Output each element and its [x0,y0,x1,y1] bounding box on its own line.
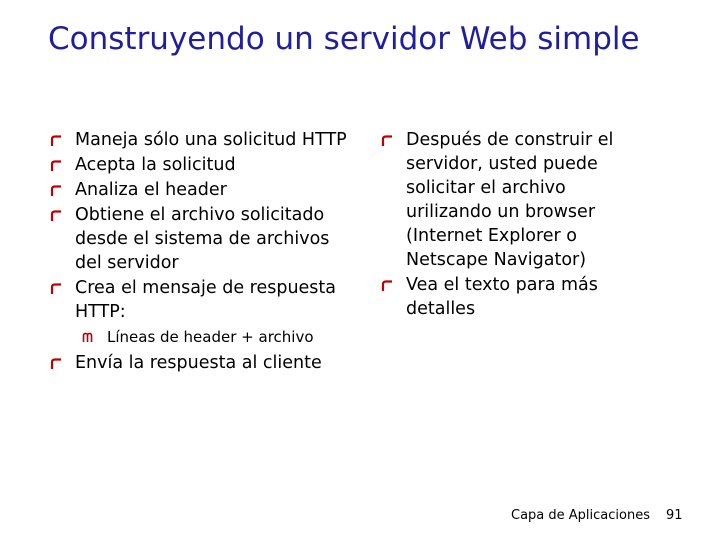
list-item [50,178,360,202]
list-item-text: Después de construir el servidor, usted puede solicitar el archivo urilizando un browser (Internet Explorer o Netscape Navigator) [406,130,614,270]
list-item-text: Acepta la solicitud [75,155,236,175]
left-bullet-list [50,128,360,376]
list-item [50,128,360,152]
sub-bullet-list [50,327,360,347]
list-item-text: Obtiene el archivo solicitado desde el sistema de archivos del servidor [75,205,330,273]
list-item [50,276,360,324]
sub-list-container [50,327,360,347]
list-item-text: Vea el texto para más detalles [406,275,598,319]
list-item-text: Envía la respuesta al cliente [75,353,322,373]
r-bullet-icon [50,135,63,147]
r-bullet-icon [50,283,63,295]
r-bullet-icon [381,135,394,147]
right-bullet-list [381,128,651,322]
page-number: 91 [666,508,683,523]
m-bullet-icon [82,332,93,343]
footer-label: Capa de Aplicaciones [511,508,650,523]
r-bullet-icon [50,358,63,370]
list-item [50,203,360,275]
list-item [50,351,360,375]
list-item [381,273,651,321]
r-bullet-icon [50,185,63,197]
slide-title: Construyendo un servidor Web simple [48,21,640,57]
r-bullet-icon [50,210,63,222]
list-item [381,128,651,272]
list-item-text: Crea el mensaje de respuesta HTTP: [75,278,337,322]
list-item [50,153,360,177]
r-bullet-icon [381,280,394,292]
sub-list-item-text: Líneas de header + archivo [107,328,314,346]
list-item-text: Maneja sólo una solicitud HTTP [75,130,347,150]
sub-list-item [50,327,360,347]
list-item-text: Analiza el header [75,180,227,200]
r-bullet-icon [50,160,63,172]
